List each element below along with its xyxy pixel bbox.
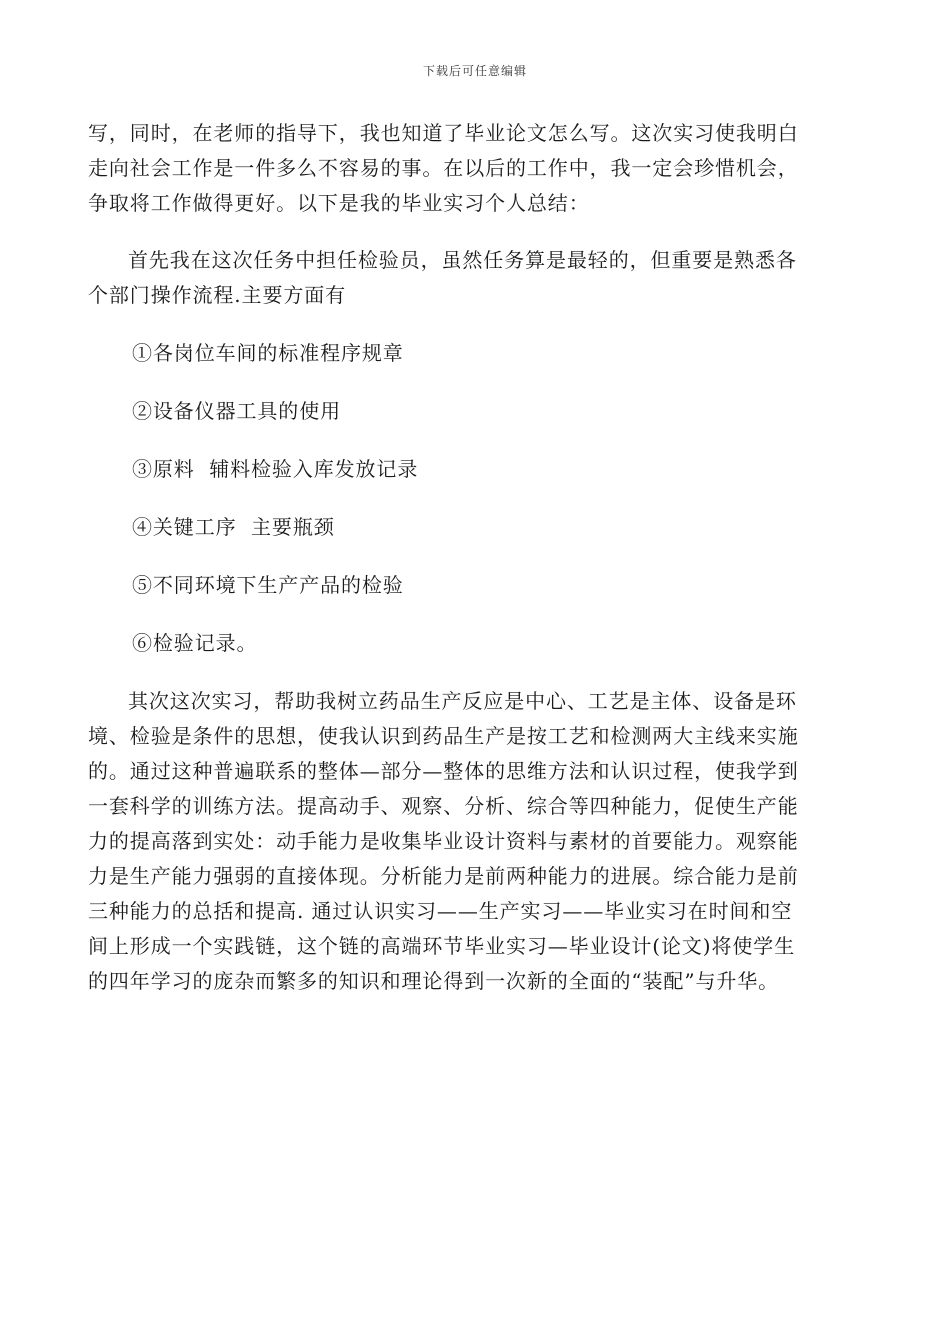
text-line: 写，同时，在老师的指导下，我也知道了毕业论文怎么写。这次实习使我明白 (88, 121, 799, 145)
text-line: 力是生产能力强弱的直接体现。分析能力是前两种能力的进展。综合能力是前 (88, 864, 799, 888)
text-line: 走向社会工作是一件多么不容易的事。在以后的工作中，我一定会珍惜机会， (88, 156, 799, 180)
list-item: ③原料 辅料检验入库发放记录 (132, 457, 419, 481)
document-body (88, 116, 858, 999)
text-line: 三种能力的总括和提高. 通过认识实习——生产实习——毕业实习在时间和空 (88, 899, 793, 923)
paragraph-internship-benefits (88, 684, 858, 999)
list-item: ②设备仪器工具的使用 (132, 399, 341, 423)
text-line: 一套科学的训练方法。提高动手、观察、分析、综合等四种能力，促使生产能 (88, 794, 799, 818)
paragraph-inspector-role (88, 243, 858, 313)
text-line: 力的提高落到实处：动手能力是收集毕业设计资料与素材的首要能力。观察能 (88, 829, 799, 853)
text-line: 个部门操作流程.主要方面有 (88, 283, 347, 307)
main-aspects-list (88, 336, 858, 661)
list-item: ⑥检验记录。 (132, 631, 258, 655)
paragraph-summary-intro (88, 116, 858, 221)
text-line: 争取将工作做得更好。以下是我的毕业实习个人总结： (88, 191, 590, 215)
text-line: 其次这次实习，帮助我树立药品生产反应是中心、工艺是主体、设备是环 (128, 689, 797, 713)
text-line: 间上形成一个实践链，这个链的高端环节毕业实习—毕业设计(论文)将使学生 (88, 934, 796, 958)
text-line: 首先我在这次任务中担任检验员，虽然任务算是最轻的，但重要是熟悉各 (128, 248, 797, 272)
list-item: ⑤不同环境下生产产品的检验 (132, 573, 404, 597)
page-header-note: 下载后可任意编辑 (422, 64, 527, 78)
list-item: ①各岗位车间的标准程序规章 (132, 341, 404, 365)
text-line: 的。通过这种普遍联系的整体—部分—整体的思维方法和认识过程，使我学到 (88, 759, 799, 783)
text-line: 的四年学习的庞杂而繁多的知识和理论得到一次新的全面的“装配”与升华。 (88, 969, 780, 993)
list-item: ④关键工序 主要瓶颈 (132, 515, 335, 539)
text-line: 境、检验是条件的思想，使我认识到药品生产是按工艺和检测两大主线来实施 (88, 724, 799, 748)
